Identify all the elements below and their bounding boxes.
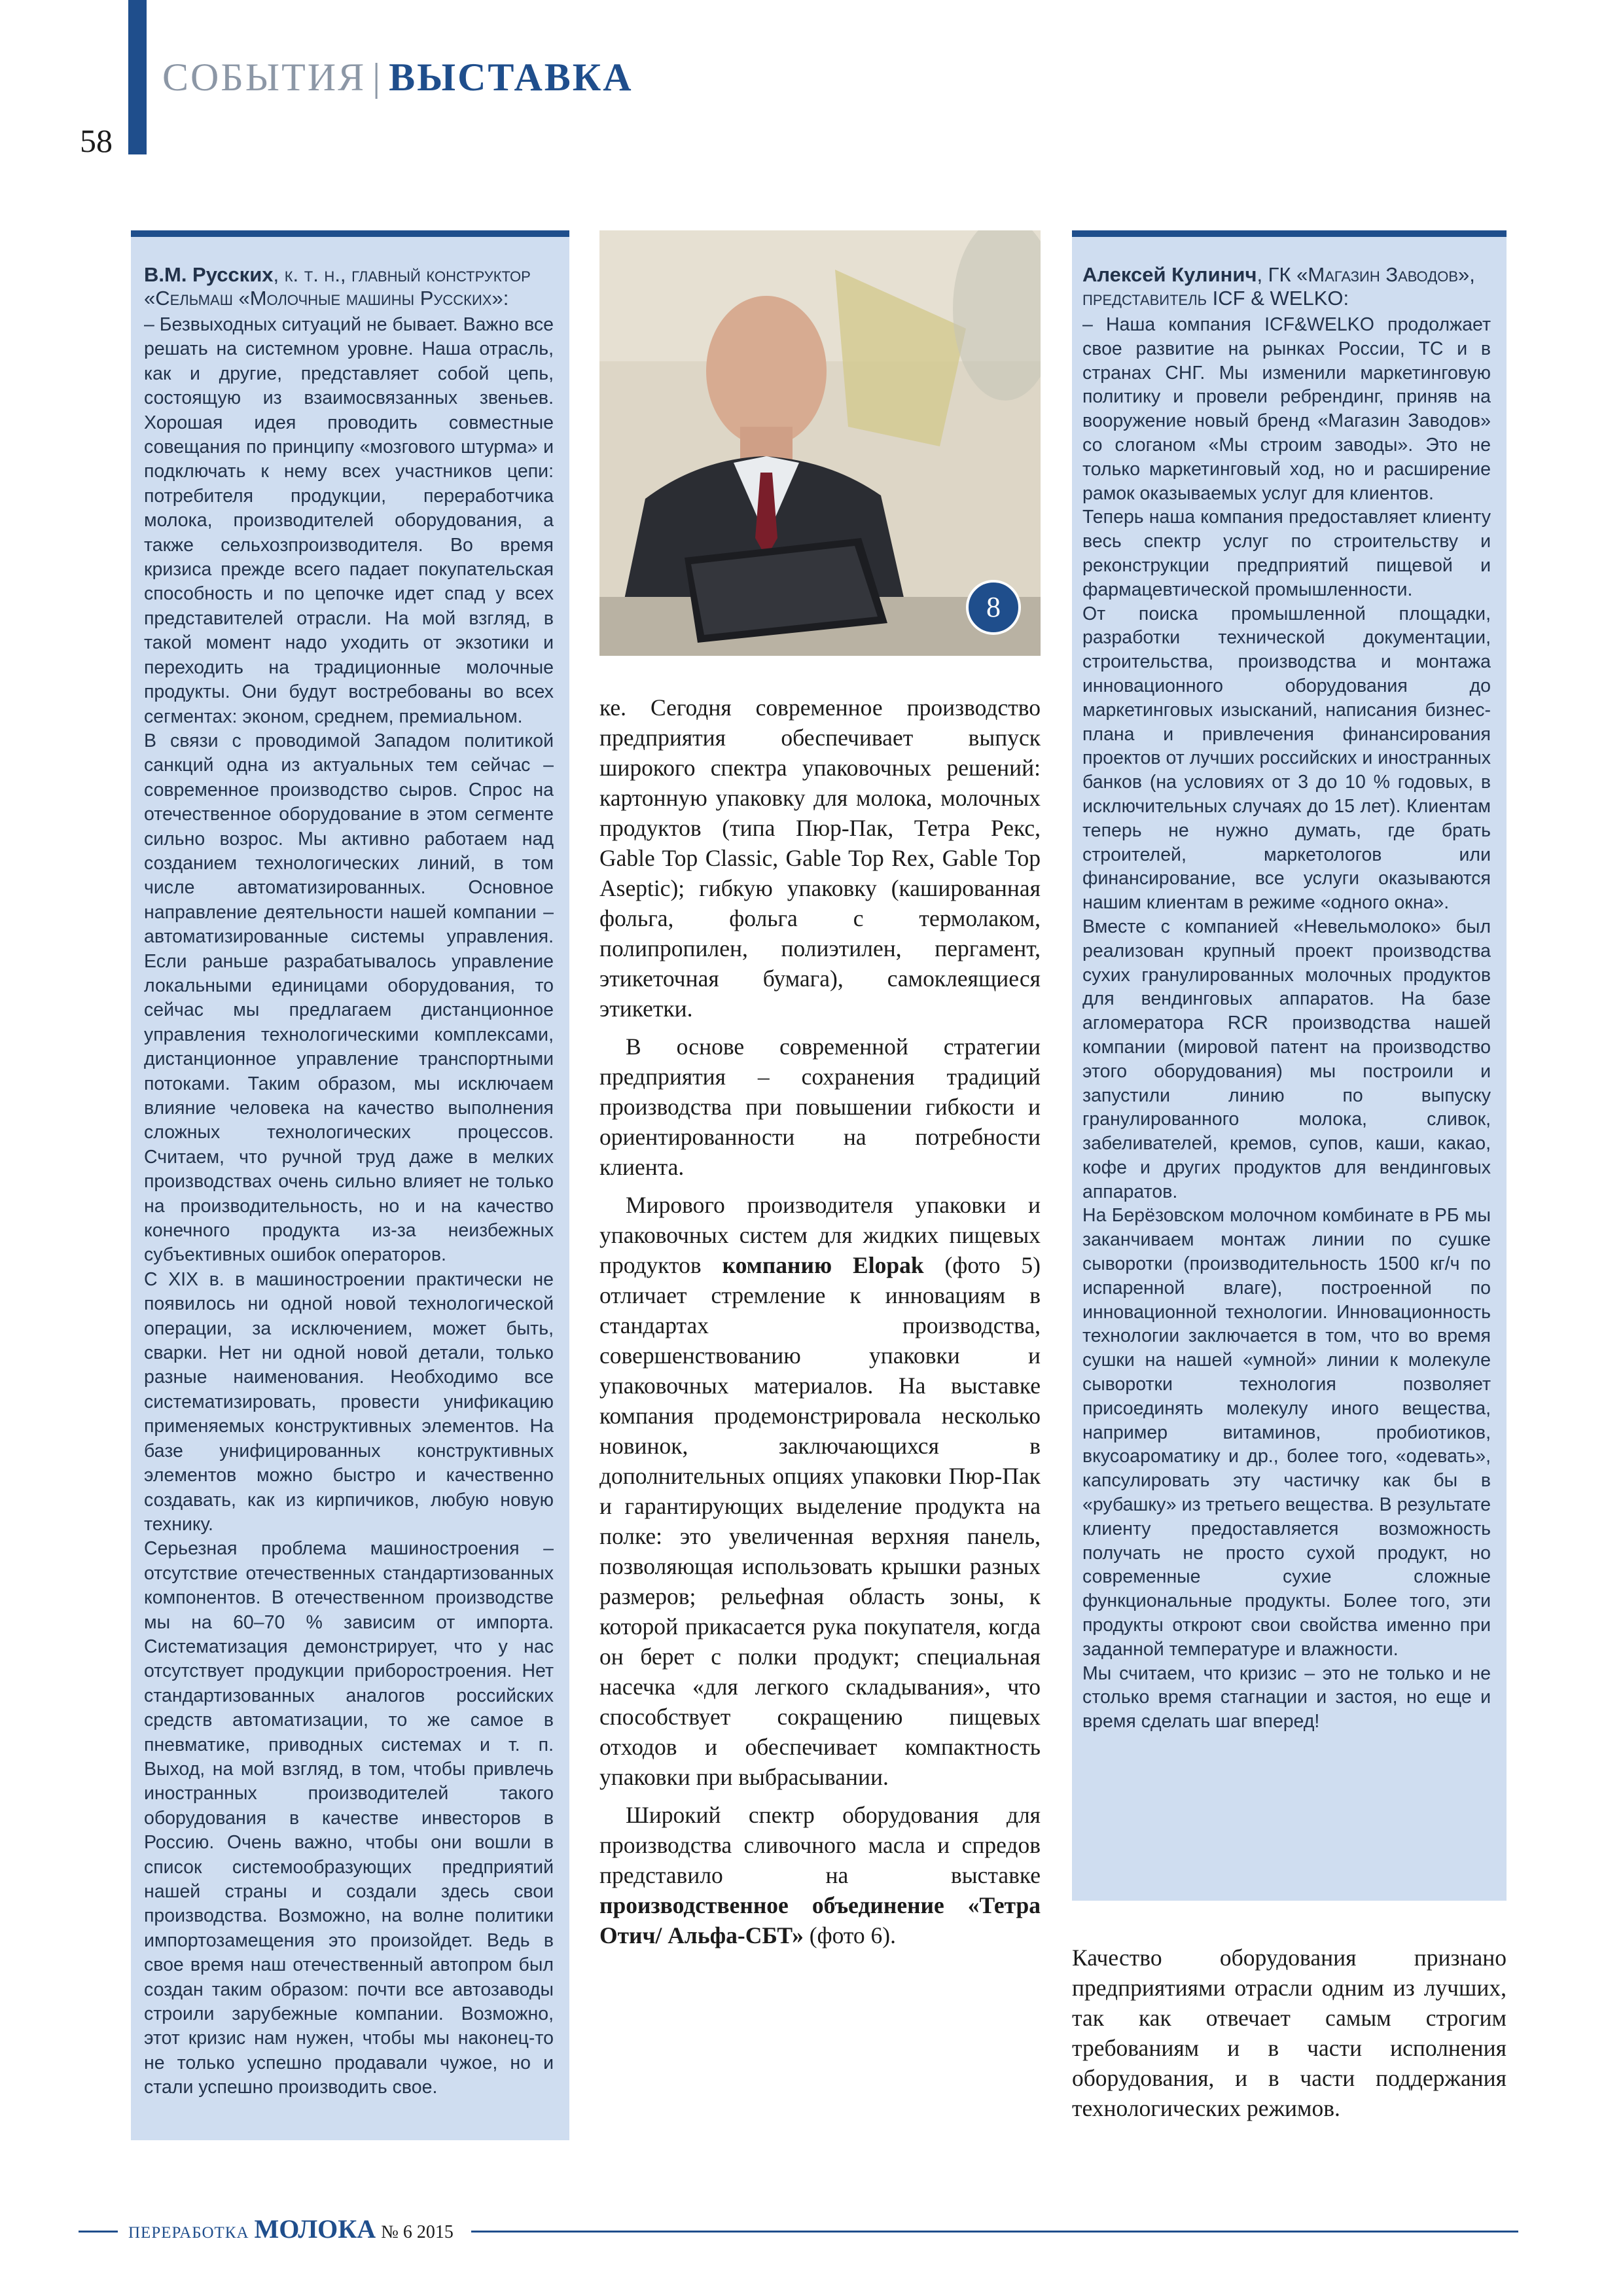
- subsection-title: ВЫСТАВКА: [389, 56, 633, 99]
- article-paragraph: Качество оборудования признано предприятиями отрасли одним из лучших, так как отвечает самым строгим требованиям и в части исполнения оборудования, и в части поддержания технологических режимов.: [1072, 1945, 1507, 2121]
- sidebar-paragraph: Теперь наша компания предоставляет клиенту весь спектр услуг по строительству и реконструкции предприятий пищевой и фармацевтической промышленности.: [1082, 507, 1491, 600]
- sidebar-paragraph: От поиска промышленной площадки, разработки технической документации, строительства, производства и монтажа инновационного оборудования до маркетинговых изысканий, написания бизнес-плана и привлечения финансирования проектов от лучших российских и иностранных банков (на условиях от 3 до 10 % годовых, в исключительных случаях до 15 лет). Клиентам теперь не нужно думать, где брать строителей, маркетологов или финансирование, все услуги оказываются нашим клиентам в режиме «одного окна».: [1082, 603, 1491, 914]
- section-title: СОБЫТИЯ: [162, 56, 366, 99]
- article-paragraph: [599, 1190, 1041, 1792]
- footer-rule: [79, 2231, 118, 2233]
- interview-heading: [1082, 263, 1491, 310]
- interview-sidebar-russkikh: [131, 230, 569, 2140]
- interviewee-role: , к. т. н., главный конструктор «Сельмаш «Молочные машины Русских»:: [144, 263, 531, 310]
- footer-magazine: [128, 2216, 454, 2242]
- section-separator: |: [372, 56, 383, 99]
- paragraph-text: (фото 6).: [803, 1922, 896, 1948]
- paragraph-text: Широкий спектр оборудования для производства сливочного масла и спредов представило на выставке: [599, 1802, 1041, 1888]
- sidebar-paragraph: Вместе с компанией «Невельмолоко» был реализован крупный проект производства сухих гранулированных молочных продуктов для вендинговых аппаратов. На базе агломератора RCR производства нашей компании (мировой патент на производство этого оборудования) мы построили и запустили линию по выпуску гранулированного молока, сливок, забеливателей, кремов, супов, каши, какао, кофе и других продуктов для вендинговых аппаратов.: [1082, 916, 1491, 1202]
- header-accent-bar: [128, 0, 147, 154]
- interview-sidebar-kulinich: [1072, 230, 1507, 1901]
- sidebar-paragraph: С XIX в. в машиностроении практически не появилось ни одной новой технологической операции, за исключением, может быть, сварки. Нет ни одной новой детали, только разные наименования. Необходимо все систематизировать, провести унификацию применяемых конструктивных элементов. На базе унифицированных конструктивных элементов можно быстро и качественно создавать, как из кирпичиков, любую новую технику.: [144, 1268, 554, 1535]
- interviewee-role: , ГК «Магазин Заводов», представитель ICF & WELKO:: [1082, 263, 1475, 310]
- article-paragraph: ке. Сегодня современное производство предприятия обеспечивает выпуск широкого спектра упаковочных решений: картонную упаковку для молока, молочных продуктов (типа Пюр-Пак, Тетра Рекс, Gable Top Classic, Gable Top Rex, Gable Top Aseptic); гибкую упаковку (кашированная фольга, фольга с термолаком, полипропилен, полиэтилен, пергамент, этикеточная бумага), самоклеящиеся этикетки.: [599, 694, 1041, 1022]
- photo-number-badge: 8: [966, 580, 1021, 635]
- page-number: 58: [80, 122, 113, 159]
- article-paragraph: [599, 1800, 1041, 1950]
- interviewee-name: Алексей Кулинич: [1082, 263, 1257, 286]
- sidebar-paragraph: На Берёзовском молочном комбинате в РБ мы заканчиваем монтаж линии по сушке сыворотки (производительность 1500 кг/ч по испаренной влаге), построенной по инновационной технологии. Инновационность технологии заключается в том, что во время сушки на нашей «умной» линии к молекуле сыворотки технология позволяет присоединять молекулу иного вещества, например витаминов, пробиотиков, вкусоароматику и др., более того, «одевать», капсулировать эту частичку как бы в «рубашку» из третьего вещества. В результате клиенту предоставляется возможность получать не просто сухой продукт, но современные сухие сложные функциональные продукты. Более того, эти продукты откроют свои свойства именно при заданной температуре и влажности.: [1082, 1205, 1491, 1660]
- sidebar-paragraph: Серьезная проблема машиностроения – отсутствие отечественных стандартизованных компонентов. В отечественном производстве мы на 60–70 % зависим от импорта. Систематизация демонстрирует, что у нас отсутствует продукции приборостроения. Нет стандартизованных аналогов российских средств автоматизации, то же самое в пневматике, приводных системах и т. п. Выход, на мой взгляд, в том, чтобы привлечь иностранных производителей такого оборудования в качестве инвесторов в Россию. Очень важно, чтобы они вошли в список системообразующих предприятий нашей страны и создали здесь свои производства. Возможно, на волне политики импортозамещения это произойдет. Ведь в свое время наш отечественный автопром был создан таким образом: почти все автозаводы строили зарубежные компании. Возможно, этот кризис нам нужен, чтобы мы наконец-то не только успешно продавали чужое, но и стали успешно производить свое.: [144, 1538, 554, 2098]
- magazine-name: МОЛОКА: [254, 2214, 376, 2244]
- paragraph-text: Мирового производителя упаковки и упаковочных систем для жидких пищевых продуктов: [599, 1192, 1041, 1278]
- interview-heading: [144, 263, 554, 310]
- magazine-prefix: ПЕРЕРАБОТКА: [128, 2224, 249, 2242]
- issue-number: № 6 2015: [381, 2222, 454, 2242]
- company-name: компанию Elopak: [722, 1252, 924, 1278]
- paragraph-text: (фото 5) отличает стремление к инновациям в стандартах производства, совершенствованию упаковки и упаковочных материалов. На выставке компания продемонстрировала несколько новинок, заключающихся в дополнительных опциях упаковки Пюр-Пак и гарантирующих выделение продукта на полке: это увеличенная верхняя панель, позволяющая использовать крышки разных размеров; рельефная область зоны, к которой прикасается рука покупателя, когда он берет с полки продукт; специальная насечка «для легкого складывания», что способствует сокращению пищевых отходов и обеспечивает компактность упаковки при выбрасывании.: [599, 1252, 1041, 1790]
- company-name: производственное объединение «Тетра Отич/ Альфа-СБТ»: [599, 1892, 1041, 1948]
- sidebar-paragraph: – Наша компания ICF&WELKO продолжает свое развитие на рынках России, ТС и в странах СНГ. Мы изменили маркетинговую политику и провели ребрендинг, приняв на вооружение новый бренд «Магазин Заводов» со слоганом «Мы строим заводы». Это не только маркетинговый ход, но и расширение рамок оказываемых услуг для клиентов.: [1082, 314, 1491, 504]
- interviewee-name: В.М. Русских: [144, 263, 274, 286]
- article-column: [599, 692, 1041, 1950]
- sidebar-paragraph: Мы считаем, что кризис – это не только и не столько время стагнации и застоя, но еще и время сделать шаг вперед!: [1082, 1662, 1491, 1732]
- sidebar-paragraph: – Безвыходных ситуаций не бывает. Важно все решать на системном уровне. Наша отрасль, как и другие, представляет собой цепь, состоящую из взаимосвязанных звеньев. Хорошая идея проводить совместные совещания по принципу «мозгового штурма» и подключать к нему всех участников цепи: потребителя продукции, переработчика молока, производителей оборудования, а также сельхозпроизводителя. Во время кризиса прежде всего падает покупательская способность и по цепочке идет спад у всех представителей отрасли. На мой взгляд, в такой момент надо уходить от экзотики и переходить на традиционные молочные продукты. Они будут востребованы во всех сегментах: эконом, среднем, премиальном.: [144, 314, 554, 727]
- footer-rule: [471, 2231, 1518, 2233]
- article-paragraph: В основе современной стратегии предприятия – сохранения традиций производства при повышении гибкости и ориентированности на потребности клиента.: [599, 1033, 1041, 1180]
- section-header: [162, 58, 633, 97]
- article-column-right: [1072, 1943, 1507, 2123]
- sidebar-paragraph: В связи с проводимой Западом политикой санкций одна из актуальных тем сейчас – современное производство сыров. Спрос на отечественное оборудование в этом сегменте сильно возрос. Мы активно работаем над созданием технологических линий, в том числе автоматизированных. Основное направление деятельности нашей компании – автоматизированные системы управления. Если раньше разрабатывалось управление локальными единицами оборудования, то сейчас мы предлагаем дистанционное управления технологическими комплексами, дистанционное управление транспортными потоками. Таким образом, мы исключаем влияние человека на качество выполнения сложных технологических процессов. Считаем, что ручной труд даже в мелких производствах очень сильно влияет не только на производительность, но и на качество конечного продукта из-за неизбежных субъективных ошибок операторов.: [144, 730, 554, 1266]
